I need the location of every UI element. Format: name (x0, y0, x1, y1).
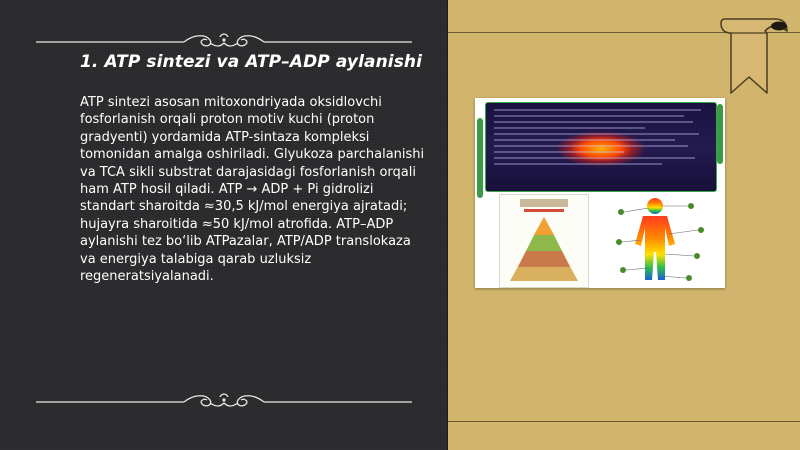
ornament-divider-icon (34, 391, 414, 413)
ornament-divider-icon (34, 31, 414, 53)
bookmark-ribbon-icon (715, 17, 795, 97)
slide-image (475, 98, 725, 288)
panel-divider (447, 0, 448, 450)
decorative-bar (717, 104, 723, 164)
image-text-panel (485, 102, 717, 192)
slide-title: 1. ATP sintezi va ATP–ADP aylanishi (80, 52, 423, 72)
food-pyramid-illustration (499, 194, 589, 288)
human-body-heatmap-illustration (605, 194, 720, 286)
right-panel-bottom-rule (447, 421, 800, 422)
decorative-bar (477, 118, 483, 198)
slide-body-text: ATP sintezi asosan mitoxondriyada oksidlovchi fosforlanish orqali proton motiv kuchi (proton gradyenti) yordamida ATP-sintaza kompleksi tomonidan amalga oshiriladi. Glyukoza parchalanishi va TCA sikli substrat darajasidagi fosforlanish orqali ham ATP hosil qiladi. ATP → ADP + Pi gidrolizi standart sharoitda ≈30,5 kJ/mol energiya ajratadi; hujayra sharoitida ≈50 kJ/mol atrofida. ATP–ADP aylanishi tez bo‘lib ATPazalar, ATP/ADP translokaza va energiya talabiga qarab uzluksiz regeneratsiyalanadi. (80, 95, 425, 285)
